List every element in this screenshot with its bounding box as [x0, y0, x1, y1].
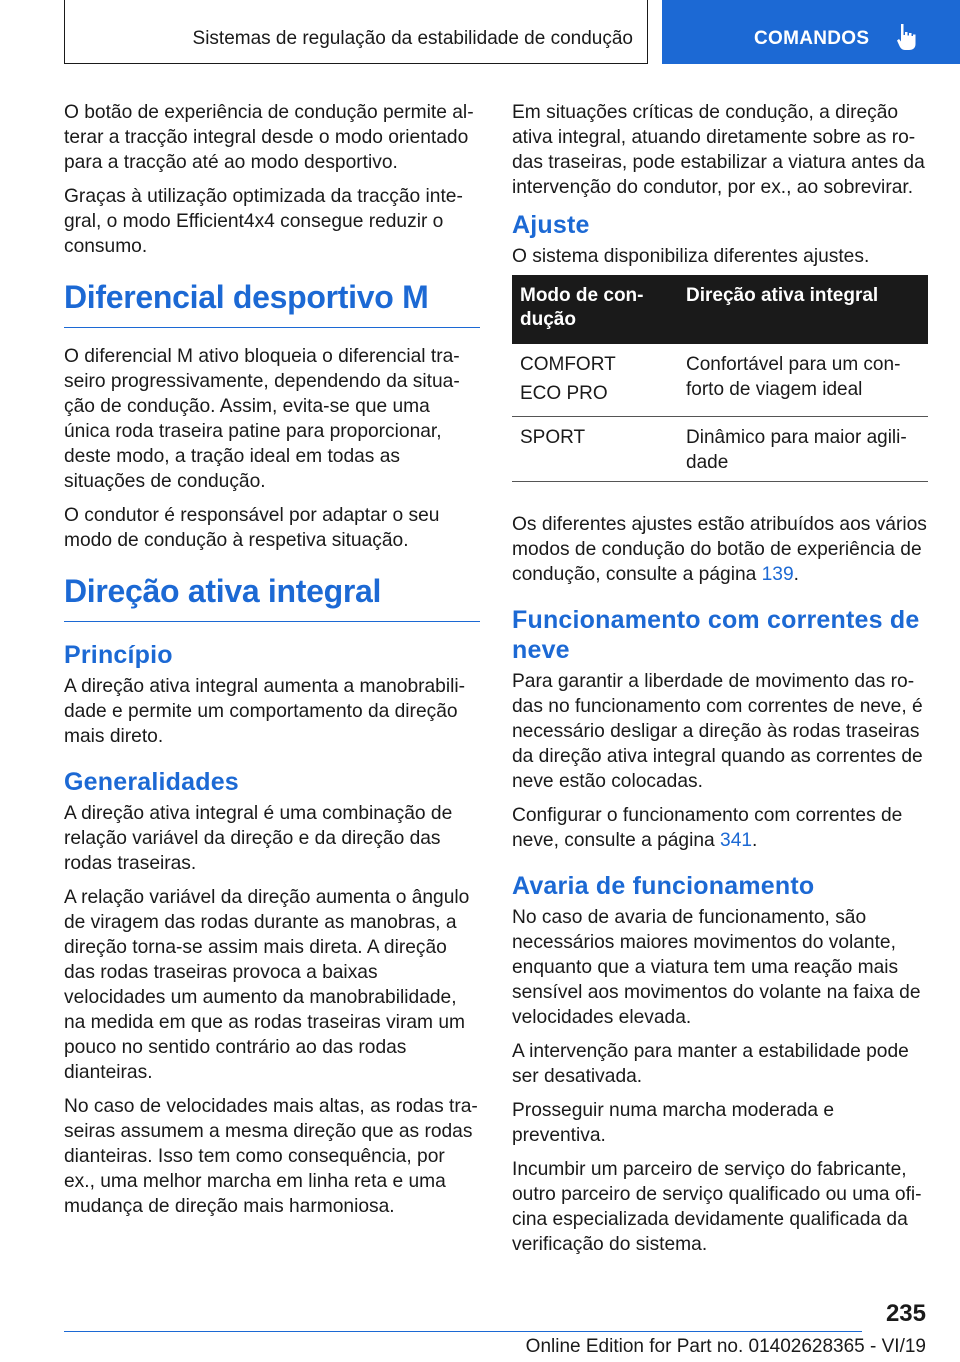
table-row — [512, 417, 928, 482]
footer-edition-text: Online Edition for Part no. 01402628365 - VI/19 — [525, 1336, 926, 1357]
left-column — [64, 100, 480, 1228]
section-title: Sistemas de regulação da estabilidade de condução — [192, 28, 633, 49]
text: Os diferentes ajustes estão atribuídos aos vários modos de condução do botão de experiência de condução, consulte a página — [512, 514, 927, 585]
table-header-cell: Direção ativa integral — [678, 275, 928, 344]
paragraph: Prosseguir numa marcha moderada e preventiva. — [512, 1100, 835, 1146]
heading-direcao-ativa-integral: Direção ativa integral — [64, 571, 480, 622]
paragraph: O condutor é responsável por adaptar o seu modo de condução à respetiva situação. — [64, 505, 440, 551]
heading-generalidades: Generalidades — [64, 768, 239, 796]
table-cell — [512, 344, 678, 417]
mode-sport: SPORT — [520, 427, 586, 448]
text: Configurar o funcionamento com correntes de neve, consulte a página — [512, 805, 903, 851]
header-section-box — [64, 0, 648, 64]
paragraph — [512, 512, 928, 587]
table-header-row — [512, 275, 928, 344]
paragraph: Incumbir um parceiro de serviço do fabricante, outro parceiro de serviço qualificado ou uma oficina especializada devidamente qualificada da verificação do sistema. — [512, 1159, 922, 1255]
heading-principio: Princípio — [64, 641, 173, 669]
tab-comandos-label: COMANDOS — [754, 28, 870, 49]
paragraph: A intervenção para manter a estabilidade pode ser desativada. — [512, 1041, 909, 1087]
table-header-cell: Modo de condução — [512, 275, 678, 344]
table-row — [512, 344, 928, 417]
text: . — [752, 830, 758, 851]
table-cell: Dinâmico para maior agilidade — [678, 417, 928, 482]
right-column — [512, 100, 928, 1266]
paragraph: Em situações críticas de condução, a direção ativa integral, atuando diretamente sobre as rodas traseiras, pode estabilizar a viatura antes da intervenção do condutor, por ex., ao sobrevirar. — [512, 102, 925, 198]
page-link-341[interactable]: 341 — [720, 830, 753, 851]
heading-ajuste: Ajuste — [512, 211, 590, 239]
paragraph: O botão de experiência de condução permite alterar a tracção integral desde o modo orientado para a tracção até ao modo desportivo. — [64, 102, 474, 173]
paragraph: Graças à utilização optimizada da tracção integral, o modo Efficient4x4 consegue reduzir o consumo. — [64, 186, 463, 257]
paragraph: A relação variável da direção aumenta o ângulo de viragem das rodas durante as manobras, a direção torna-se assim mais direta. A direção das rodas traseiras provoca a baixas velocidades um aumento da manobrabilidade, na medida em que as rodas traseiras viram um pouco no sentido contrário ao das rodas dianteiras. — [64, 887, 470, 1083]
paragraph: A direção ativa integral é uma combinação de relação variável da direção e da direção das rodas traseiras. — [64, 803, 453, 874]
paragraph: Para garantir a liberdade de movimento das rodas no funcionamento com correntes de neve, é necessário desligar a direção às rodas traseiras da direção ativa integral quando as correntes de neve estão colocadas. — [512, 671, 923, 792]
heading-correntes-de-neve: Funcionamento com correntes de neve — [512, 606, 920, 664]
paragraph: No caso de avaria de funcionamento, são necessários maiores movimentos do volante, enquanto que a viatura tem uma reação mais sensível aos movimentos do volante na faixa de velocidades elevada. — [512, 907, 921, 1028]
paragraph: A direção ativa integral aumenta a manobrabilidade e permite um comportamento da direção mais direto. — [64, 676, 466, 747]
text: . — [793, 564, 799, 585]
table-cell — [512, 417, 678, 482]
tab-comandos[interactable] — [662, 0, 960, 64]
table-cell: Confortável para um conforto de viagem ideal — [678, 344, 928, 417]
heading-diferencial-desportivo: Diferencial desportivo M — [64, 277, 480, 328]
paragraph: No caso de velocidades mais altas, as rodas traseiras assumem a mesma direção que as rodas dianteiras. Isso tem como consequência, por ex., uma melhor marcha em linha reta e uma mudança de direção mais harmoniosa. — [64, 1096, 478, 1217]
page-number: 235 — [885, 1300, 926, 1327]
settings-table — [512, 275, 928, 482]
paragraph: O sistema disponibiliza diferentes ajustes. — [512, 246, 870, 267]
paragraph: O diferencial M ativo bloqueia o diferencial traseiro progressivamente, dependendo da situação de condução. Assim, evita-se que uma única roda traseira patine para proporcionar, deste modo, a tração ideal em todas as situações de condução. — [64, 346, 460, 492]
footer-rule — [64, 1331, 862, 1332]
page-link-139[interactable]: 139 — [761, 564, 794, 585]
paragraph — [512, 803, 928, 853]
mode-comfort: COMFORT — [520, 354, 616, 375]
heading-avaria-de-funcionamento: Avaria de funcionamento — [512, 872, 815, 900]
pointing-hand-icon — [896, 22, 918, 57]
mode-eco-pro: ECO PRO — [520, 383, 608, 404]
